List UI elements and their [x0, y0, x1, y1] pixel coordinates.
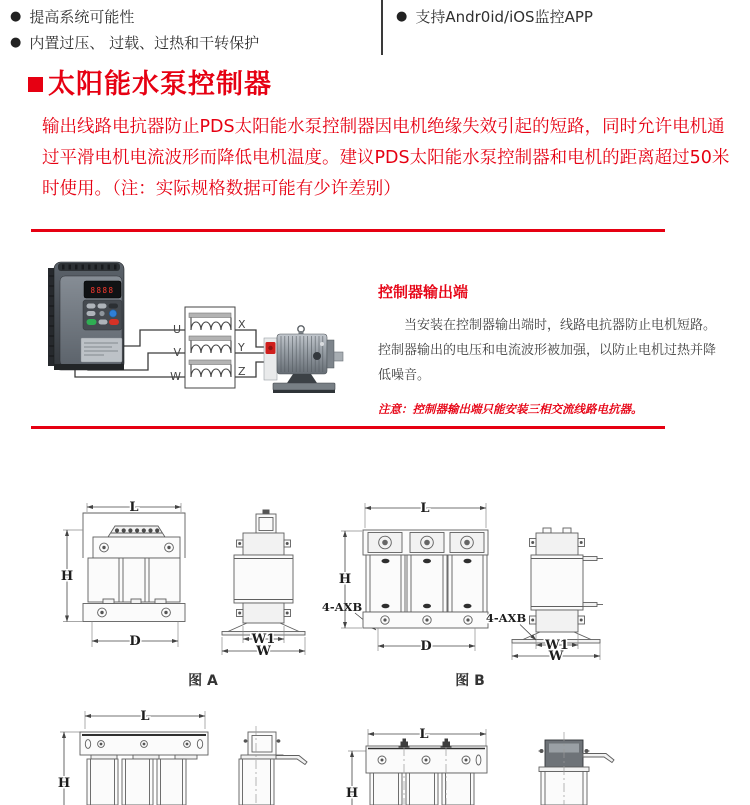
figure-c-front-view [58, 709, 208, 805]
dim-label-W1: W1 [545, 638, 569, 653]
dim-label-D: D [129, 634, 141, 649]
figure-b-front-view [339, 501, 488, 654]
bullet-icon: ● [10, 8, 22, 24]
dim-label-H: H [345, 786, 359, 801]
dim-label-D: D [420, 639, 432, 654]
terminal-v: V [173, 346, 181, 359]
bullet-icon: ● [10, 34, 22, 50]
feature-text: 提高系统可能性 [29, 7, 135, 26]
output-description [378, 281, 723, 417]
output-panel [0, 229, 750, 429]
dim-label-W: W [256, 644, 271, 659]
figure-d-side-view [539, 732, 615, 805]
motor-image [264, 326, 343, 393]
feature-text: 内置过压、 过载、过热和干转保护 [29, 33, 260, 52]
terminal-y: Y [238, 341, 245, 354]
dim-label-W: W [548, 649, 564, 664]
feature-column-right [396, 3, 593, 29]
list-item [10, 3, 259, 29]
terminal-u: U [172, 323, 181, 336]
mounting-hole-label [486, 611, 536, 640]
mounting-label-text: 4-AXB [485, 611, 527, 625]
intro-paragraph: 输出线路电抗器防止PDS太阳能水泵控制器因电机绝缘失效引起的短路，同时允许电机通过平滑电机电流波形而降低电机温度。建议PDS太阳能水泵控制器和电机的距离超过50米时使用。（注：实际规格数据可能有少许差别） [42, 117, 730, 199]
bullet-icon: ● [396, 8, 408, 24]
terminal-x: X [238, 318, 246, 331]
dim-label-H: H [57, 776, 71, 791]
line-reactor-symbol [185, 307, 235, 388]
list-item [396, 3, 593, 29]
feature-text: 支持Andr0id/iOS监控APP [415, 7, 593, 26]
figure-d-front-view [346, 727, 487, 805]
keypad-buttons [87, 304, 120, 326]
dim-label-L: L [420, 501, 430, 516]
dim-label-H: H [338, 572, 352, 587]
figure-a-side-view [222, 510, 305, 660]
led-display: 8888 [90, 286, 115, 295]
dim-label-L: L [140, 709, 150, 724]
terminal-z: Z [238, 365, 246, 378]
column-divider [381, 0, 383, 55]
terminal-w: W [170, 370, 181, 383]
dim-label-L: L [129, 500, 139, 515]
output-note: 注意：控制器输出端只能安装三相交流线路电抗器。 [378, 402, 643, 416]
section-title-row [28, 62, 272, 101]
figure-a-caption: 图 A [188, 673, 218, 689]
mounting-label-text: 4-AXB [321, 600, 363, 614]
list-item [10, 29, 259, 55]
figure-b-side-view [512, 528, 603, 664]
figure-b-caption: 图 B [455, 673, 485, 689]
output-body-text: 当安装在控制器输出端时，线路电抗器防止电机短路。控制器输出的电压和电流波形被加强，以防止电机过热并降低噪音。 [378, 318, 717, 383]
nameplate-sticker [81, 338, 122, 362]
page-title: 太阳能水泵控制器 [48, 69, 272, 100]
dim-label-H: H [60, 569, 74, 584]
solar-pump-controller-image [48, 262, 124, 370]
figure-c-side-view [239, 726, 307, 805]
feature-column-left [10, 3, 259, 55]
section-marker-icon [28, 77, 43, 92]
dimension-drawings [0, 470, 750, 805]
output-heading: 控制器输出端 [378, 283, 469, 301]
dim-label-L: L [419, 727, 429, 742]
figure-a-front-view [61, 500, 185, 649]
dim-label-W1: W1 [251, 632, 276, 647]
feature-list-row [0, 0, 750, 56]
